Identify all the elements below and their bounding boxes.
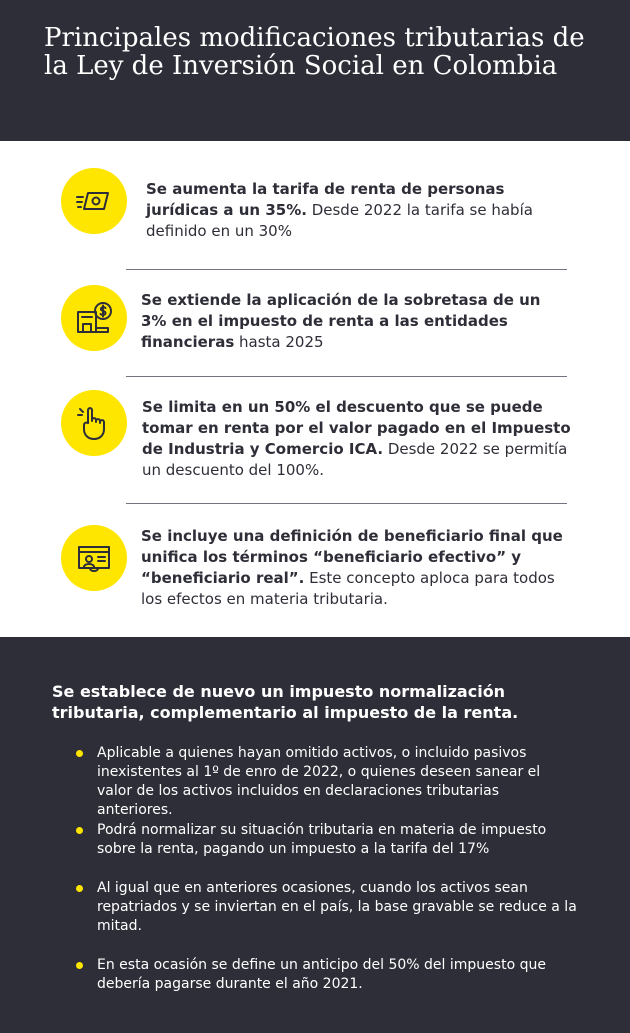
bullet-dot-icon [76, 962, 83, 969]
item-text [141, 526, 571, 610]
bullet-dot-icon [76, 885, 83, 892]
page-title: Principales modificaciones tributarias de la Ley de Inversión Social en Colombia [44, 23, 585, 81]
money-bill-icon [61, 168, 127, 234]
id-card-icon [61, 525, 127, 591]
item-bold-text: Se incluye una definición de beneficiario final que unifica los términos “beneficiario efectivo” y “beneficiario real”. [141, 527, 563, 587]
bullet-text: Aplicable a quienes hayan omitido activos, o incluido pasivos inexistentes al 1º de enro de 2022, o quienes deseen sanear el valor de los activos incluidos en declaraciones tributarias anteriores. [97, 745, 541, 818]
divider [126, 269, 567, 270]
bullet-text: En esta ocasión se define un anticipo del 50% del impuesto que debería pagarse durante el año 2021. [97, 957, 546, 992]
divider [126, 376, 567, 377]
bullet-text: Podrá normalizar su situación tributaria en materia de impuesto sobre la renta, pagando un impuesto a la tarifa del 17% [97, 822, 547, 857]
item-bold-text: Se aumenta la tarifa de renta de personas jurídicas a un 35%. [146, 180, 505, 219]
item-bold-text: Se extiende la aplicación de la sobretasa de un 3% en el impuesto de renta a las entidades financieras [141, 291, 541, 351]
item-regular-text: Este concepto aploca para todos los efectos en materia tributaria. [141, 569, 555, 608]
item-regular-text: Desde 2022 la tarifa se había definido en un 30% [146, 201, 533, 240]
item-text [141, 290, 571, 353]
header-banner [0, 0, 630, 141]
section-heading: Se establece de nuevo un impuesto normalización tributaria, complementario al impuesto de la renta. [52, 682, 519, 722]
item-regular-text: hasta 2025 [234, 333, 324, 351]
tax-normalization-section [0, 637, 630, 1033]
bank-dollar-icon [61, 285, 127, 351]
item-text [146, 179, 576, 242]
divider [126, 503, 567, 504]
item-regular-text: Desde 2022 se permitía un descuento del 100%. [142, 440, 568, 479]
hand-pointer-icon [61, 390, 127, 456]
bullet-text: Al igual que en anteriores ocasiones, cuando los activos sean repatriados y se inviertan en el país, la base gravable se reduce a la mitad. [97, 880, 577, 934]
bullet-dot-icon [76, 750, 83, 757]
item-bold-text: Se limita en un 50% el descuento que se puede tomar en renta por el valor pagado en el Impuesto de Industria y Comercio ICA. [142, 398, 571, 458]
item-text [142, 397, 572, 481]
bullet-dot-icon [76, 827, 83, 834]
